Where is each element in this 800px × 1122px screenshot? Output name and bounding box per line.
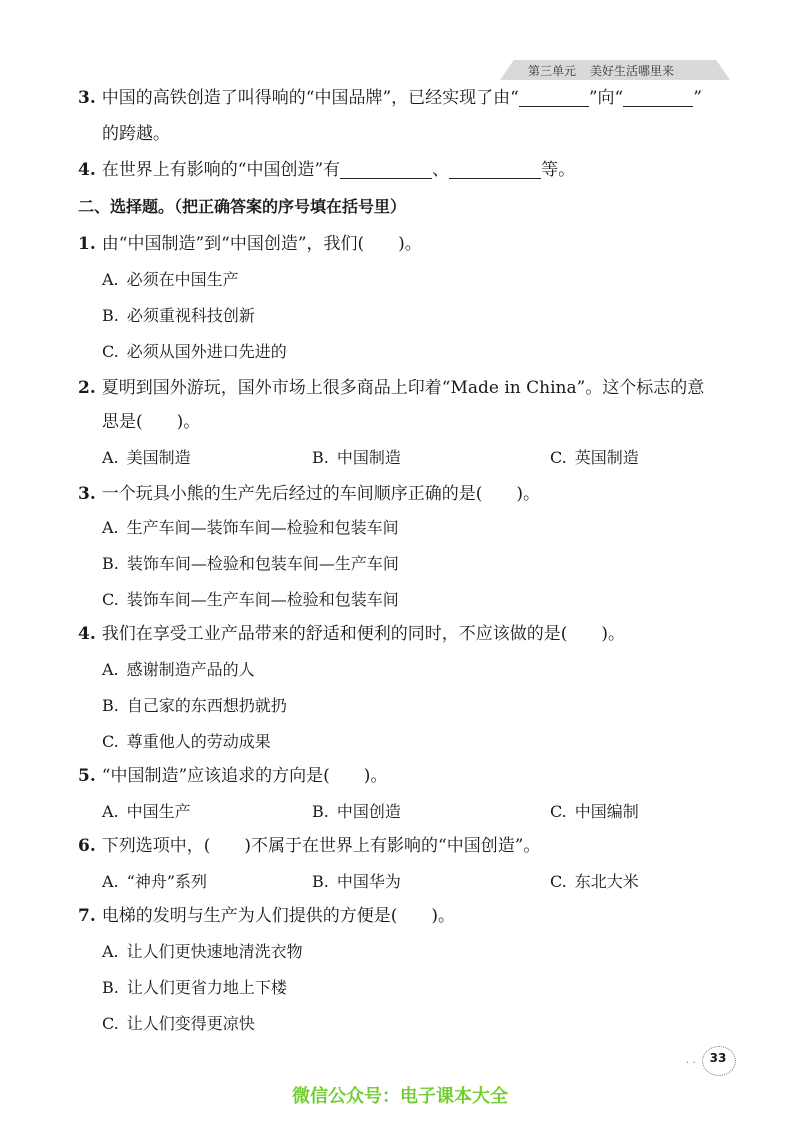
answer-blank[interactable] (449, 160, 541, 179)
option-text: 让人们更省力地上下楼 (126, 978, 287, 997)
choice-question-2 (78, 376, 704, 400)
footer-watermark: 微信公众号：电子课本大全 (292, 1086, 508, 1107)
option-letter: C. (550, 448, 567, 467)
option-text: 感谢制造产品的人 (126, 660, 255, 679)
option[interactable] (102, 268, 239, 292)
question-text: 由“中国制造”到“中国创造”，我们( )。 (101, 234, 422, 254)
question-text: 在世界上有影响的“中国创造”有 (101, 160, 341, 180)
choice-question-5 (78, 764, 387, 788)
question-number: 7. (78, 906, 96, 926)
option-letter: A. (102, 448, 119, 467)
fill-question-4 (78, 158, 575, 182)
choice-question-2-line2: 思是( )。 (102, 412, 201, 432)
option-text: 中国创造 (336, 802, 401, 821)
option[interactable] (102, 340, 287, 364)
question-number: 4. (78, 160, 96, 180)
option-letter: A. (102, 660, 119, 679)
option-text: 美国制造 (126, 448, 191, 467)
question-text: 等。 (541, 160, 576, 180)
option-text: 生产车间—装饰车间—检验和包装车间 (126, 518, 399, 537)
question-text: 一个玩具小熊的生产先后经过的车间顺序正确的是( )。 (101, 484, 541, 504)
option-text: 装饰车间—生产车间—检验和包装车间 (126, 590, 399, 609)
question-number: 6. (78, 836, 96, 856)
question-number: 3. (78, 484, 96, 504)
option-text: 中国编制 (574, 802, 639, 821)
option-text: 必须从国外进口先进的 (126, 342, 287, 361)
header-text (528, 62, 688, 79)
choice-question-4 (78, 622, 625, 646)
option-text: 中国生产 (126, 802, 191, 821)
option[interactable] (102, 588, 399, 612)
page-number-badge (702, 1046, 734, 1074)
option[interactable] (550, 446, 639, 470)
option-text: 中国制造 (336, 448, 401, 467)
option[interactable] (550, 870, 639, 894)
question-text: 下列选项中，( )不属于在世界上有影响的“中国创造”。 (101, 836, 541, 856)
option-text: 让人们变得更凉快 (126, 1014, 255, 1033)
question-text: 、 (432, 160, 450, 180)
page-number: 33 (709, 1051, 727, 1065)
question-text: 我们在享受工业产品带来的舒适和便利的同时，不应该做的是( )。 (101, 624, 626, 644)
option[interactable] (102, 800, 191, 824)
option-text: 必须重视科技创新 (126, 306, 255, 325)
option[interactable] (102, 694, 287, 718)
option-letter: A. (102, 270, 119, 289)
question-number: 1. (78, 234, 96, 254)
option-letter: B. (102, 696, 119, 715)
question-number: 2. (78, 378, 96, 398)
option[interactable] (102, 1012, 255, 1036)
option-letter: C. (550, 802, 567, 821)
option-text: 英国制造 (574, 448, 639, 467)
question-number: 5. (78, 766, 96, 786)
option-letter: A. (102, 518, 119, 537)
choice-question-7 (78, 904, 455, 928)
option[interactable] (102, 658, 255, 682)
option[interactable] (312, 800, 401, 824)
option[interactable] (312, 446, 401, 470)
question-text: ” (693, 88, 702, 108)
option-letter: B. (102, 554, 119, 573)
option[interactable] (102, 976, 287, 1000)
option[interactable] (312, 870, 401, 894)
answer-blank[interactable] (340, 160, 432, 179)
question-text: ”向“ (588, 88, 624, 108)
option[interactable] (102, 870, 207, 894)
question-text: 电梯的发明与生产为人们提供的方便是( )。 (101, 906, 456, 926)
question-number: 3. (78, 88, 96, 108)
option-letter: B. (312, 872, 329, 891)
option-letter: A. (102, 802, 119, 821)
option-text: “神舟”系列 (126, 872, 208, 891)
question-text: “中国制造”应该追求的方向是( )。 (101, 766, 388, 786)
option-letter: C. (102, 732, 119, 751)
fill-question-3 (78, 86, 702, 110)
option-letter: A. (102, 872, 119, 891)
option-letter: B. (102, 978, 119, 997)
option[interactable] (102, 516, 399, 540)
question-text: 中国的高铁创造了叫得响的“中国品牌”，已经实现了由“ (101, 88, 519, 108)
option-letter: C. (102, 590, 119, 609)
option[interactable] (102, 730, 271, 754)
running-header (500, 60, 730, 82)
option-text: 让人们更快速地清洗衣物 (126, 942, 303, 961)
option-letter: B. (312, 802, 329, 821)
section-heading-choice: 二、选择题。（把正确答案的序号填在括号里） (78, 197, 407, 216)
question-number: 4. (78, 624, 96, 644)
header-title: 美好生活哪里来 (590, 64, 675, 78)
option-letter: B. (102, 306, 119, 325)
option-text: 装饰车间—检验和包装车间—生产车间 (126, 554, 399, 573)
option-text: 中国华为 (336, 872, 401, 891)
option[interactable] (102, 940, 303, 964)
option-text: 尊重他人的劳动成果 (126, 732, 271, 751)
option[interactable] (102, 552, 399, 576)
option-text: 自己家的东西想扔就扔 (126, 696, 287, 715)
header-unit: 第三单元 (528, 64, 577, 78)
option-letter: C. (550, 872, 567, 891)
choice-question-6 (78, 834, 540, 858)
option-letter: C. (102, 1014, 119, 1033)
answer-blank[interactable] (623, 88, 693, 107)
option-text: 必须在中国生产 (126, 270, 239, 289)
option[interactable] (102, 304, 255, 328)
choice-question-1 (78, 232, 422, 256)
option-letter: B. (312, 448, 329, 467)
option-text: 东北大米 (574, 872, 639, 891)
decorative-dots-icon: · · (686, 1058, 696, 1069)
option[interactable] (102, 446, 191, 470)
answer-blank[interactable] (519, 88, 589, 107)
choice-question-3 (78, 482, 540, 506)
option-letter: A. (102, 942, 119, 961)
option[interactable] (550, 800, 639, 824)
option-letter: C. (102, 342, 119, 361)
question-text: 夏明到国外游玩，国外市场上很多商品上印着“Made in China”。这个标志的意 (101, 378, 705, 398)
fill-question-3-line2: 的跨越。 (102, 124, 170, 144)
